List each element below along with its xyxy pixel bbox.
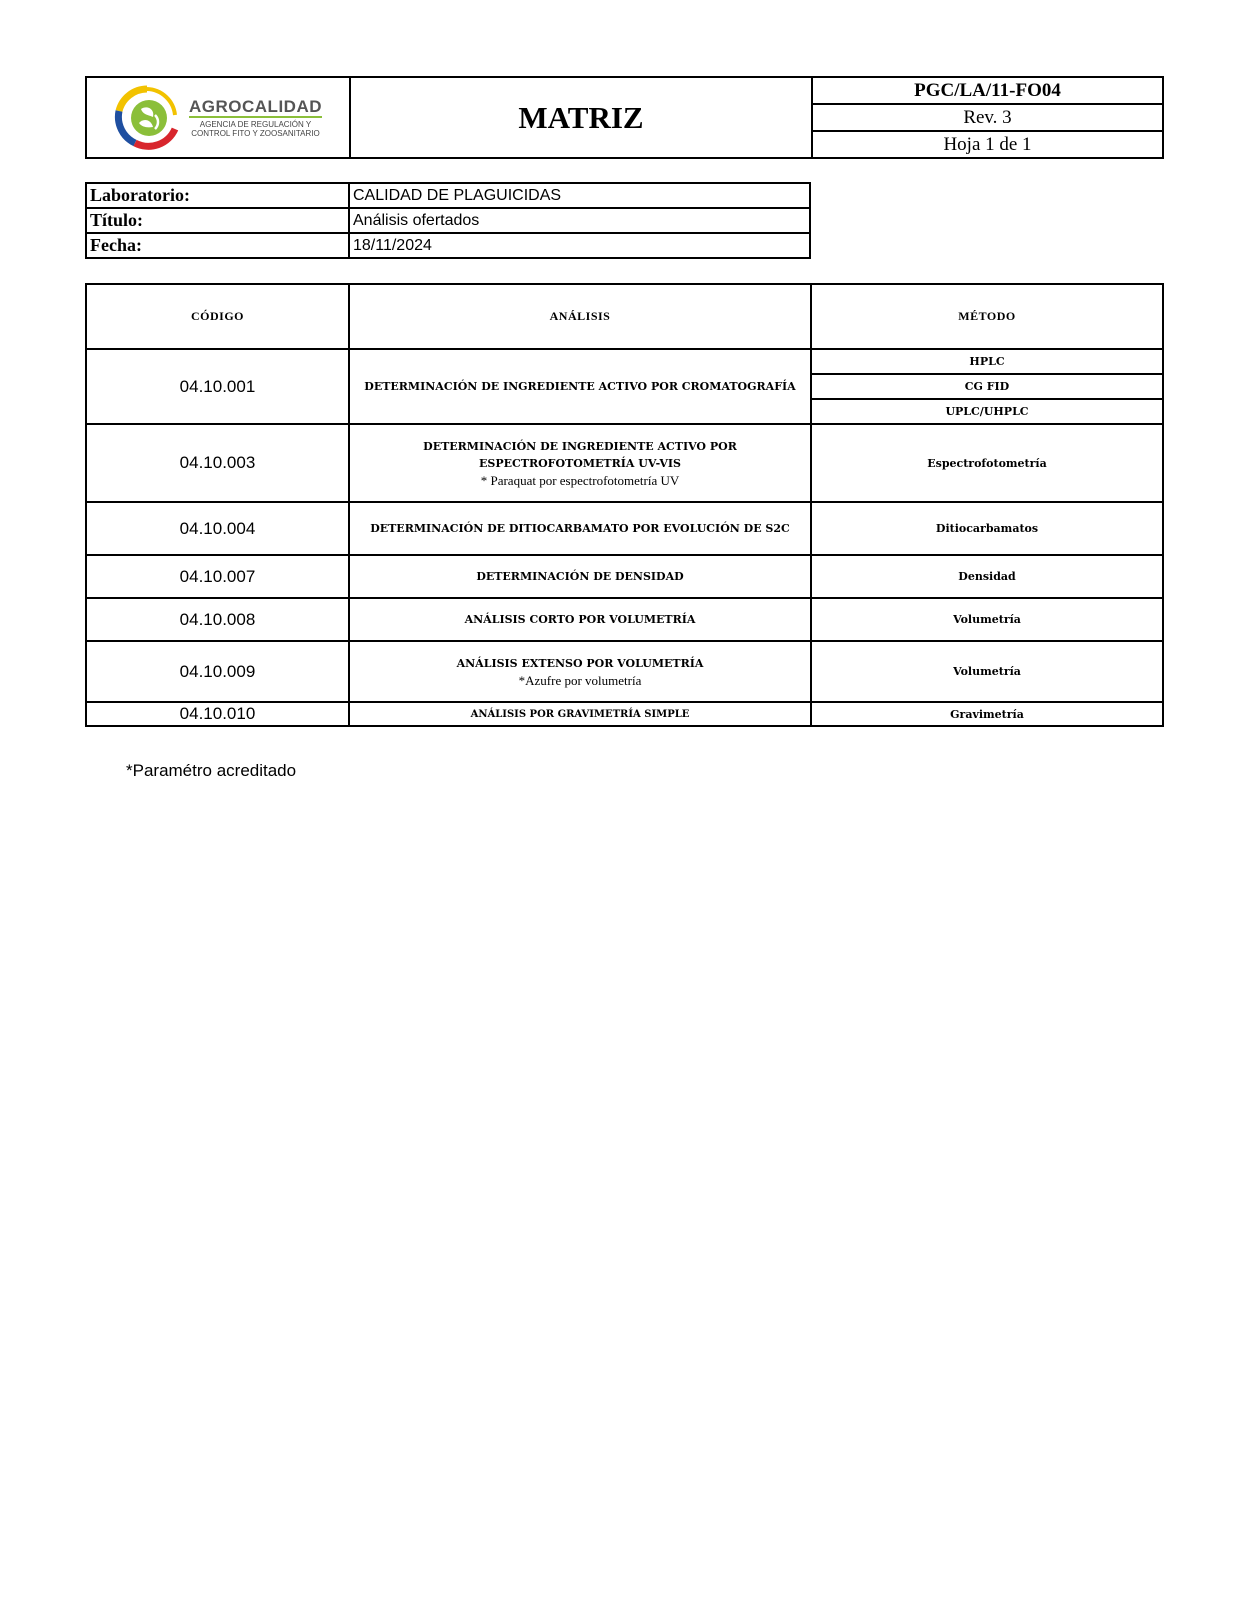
- row-code: 04.10.009: [86, 641, 349, 702]
- document-page: Hoja 1 de 1: [812, 131, 1163, 158]
- row-code: 04.10.010: [86, 702, 349, 726]
- row-analysis: [349, 555, 811, 598]
- row-analysis-title: DETERMINACIÓN DE INGREDIENTE ACTIVO POR ESPECTROFOTOMETRÍA UV-VIS: [423, 439, 737, 470]
- row-method: Densidad: [811, 555, 1163, 598]
- agrocalidad-emblem-icon: [113, 85, 181, 151]
- row-method: Volumetría: [811, 641, 1163, 702]
- analysis-table: [85, 283, 1164, 727]
- column-header-codigo: CÓDIGO: [86, 284, 349, 349]
- row-analysis-title: ANÁLISIS POR GRAVIMETRÍA SIMPLE: [470, 708, 690, 720]
- row-code: 04.10.001: [86, 349, 349, 424]
- table-header-row: [86, 284, 1163, 349]
- document-title: MATRIZ: [350, 77, 812, 158]
- fecha-label: Fecha:: [86, 233, 349, 258]
- row-code: 04.10.008: [86, 598, 349, 641]
- document-revision: Rev. 3: [812, 104, 1163, 131]
- table-row: [86, 641, 1163, 702]
- row-analysis: [349, 641, 811, 702]
- laboratorio-label: Laboratorio:: [86, 183, 349, 208]
- logo-subtitle-line2: CONTROL FITO Y ZOOSANITARIO: [191, 129, 320, 138]
- row-analysis-title: DETERMINACIÓN DE DENSIDAD: [476, 570, 684, 583]
- titulo-value: Análisis ofertados: [349, 208, 810, 233]
- row-analysis-title: ANÁLISIS CORTO POR VOLUMETRÍA: [464, 613, 696, 626]
- row-analysis: [349, 349, 811, 424]
- row-analysis: [349, 424, 811, 502]
- footnote: *Paramétro acreditado: [126, 761, 297, 780]
- document-header: [85, 76, 1164, 159]
- row-code: 04.10.007: [86, 555, 349, 598]
- row-method: CG FID: [811, 374, 1163, 399]
- row-analysis: [349, 598, 811, 641]
- table-row: [86, 598, 1163, 641]
- row-analysis-title: ANÁLISIS EXTENSO POR VOLUMETRÍA: [456, 656, 704, 670]
- row-method: Espectrofotometría: [811, 424, 1163, 502]
- row-analysis-title: DETERMINACIÓN DE DITIOCARBAMATO POR EVOLUCIÓN DE S2C: [370, 522, 790, 535]
- info-table: [85, 182, 811, 259]
- titulo-label: Título:: [86, 208, 349, 233]
- table-row: [86, 702, 1163, 726]
- table-row: [86, 424, 1163, 502]
- fecha-value: 18/11/2024: [349, 233, 810, 258]
- logo-cell: [86, 77, 350, 158]
- row-analysis-note: *Azufre por volumetría: [518, 672, 642, 688]
- laboratorio-value: CALIDAD DE PLAGUICIDAS: [349, 183, 810, 208]
- agrocalidad-logo: [87, 85, 349, 151]
- column-header-analisis: ANÁLISIS: [349, 284, 811, 349]
- table-row: [86, 555, 1163, 598]
- logo-subtitle-line1: AGENCIA DE REGULACIÓN Y: [199, 120, 312, 129]
- row-method: Gravimetría: [811, 702, 1163, 726]
- row-code: 04.10.003: [86, 424, 349, 502]
- row-method: HPLC: [811, 349, 1163, 374]
- row-method: Volumetría: [811, 598, 1163, 641]
- document-code: PGC/LA/11-FO04: [812, 77, 1163, 104]
- row-method: Ditiocarbamatos: [811, 502, 1163, 555]
- row-analysis: [349, 702, 811, 726]
- table-row: [86, 502, 1163, 555]
- row-analysis: [349, 502, 811, 555]
- row-method: UPLC/UHPLC: [811, 399, 1163, 424]
- row-analysis-title: DETERMINACIÓN DE INGREDIENTE ACTIVO POR CROMATOGRAFÍA: [364, 380, 796, 393]
- row-analysis-note: * Paraquat por espectrofotometría UV: [480, 472, 680, 488]
- column-header-metodo: MÉTODO: [811, 284, 1163, 349]
- row-code: 04.10.004: [86, 502, 349, 555]
- table-row: [86, 349, 1163, 374]
- logo-name: AGROCALIDAD: [189, 97, 322, 116]
